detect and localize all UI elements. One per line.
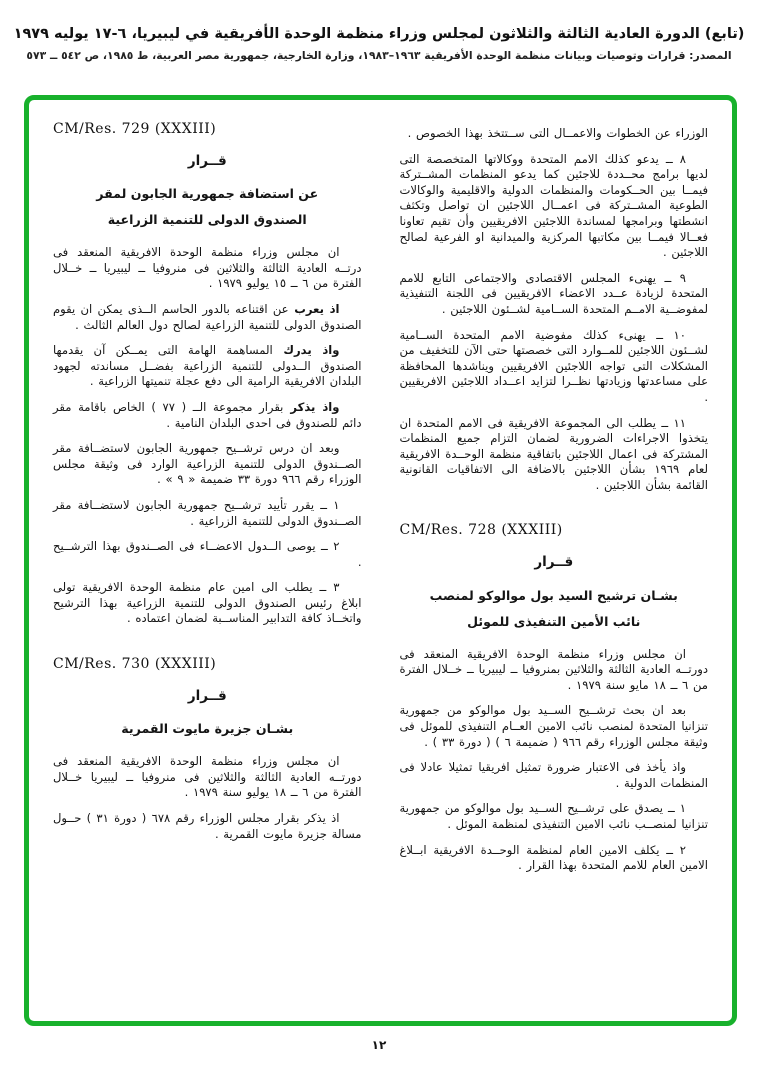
col-right-paragraph-9: بعد ان بحث ترشــيح الســيد بول موالوكو من جمهورية تنزانيا المتحدة لمنصب نائب الامين العــام التنفيذى للموئل فى وثيقة مجلس الوزراء رقم ٩٦٦ ( ضميمة ٦ ) ( دورة ٣٣ ) . xyxy=(399,703,708,749)
col-left-subheading-2: عن استضافة جمهورية الجابون لمقر الصندوق الدولى للتنمية الزراعية xyxy=(96,186,319,228)
col-left-lead-4: اذ يعرب xyxy=(288,301,340,316)
col-left-heading-12: قــرار xyxy=(187,687,227,704)
col-left-paragraph-6: واذ يذكر بقرار مجموعة الــ ( ٧٧ ) الخاص باقامة مقر دائم للصندوق فى احدى البلدان النامية . xyxy=(53,399,362,430)
column-right xyxy=(400,116,709,1011)
col-right-paragraph-12: ٢ ــ يكلف الامين العام لمنظمة الوحــدة الافريقية ابــلاغ الامين العام للامم المتحدة بهذا القرار . xyxy=(399,842,708,873)
col-left-label-11: CM/Res. 730 (XXXIII) xyxy=(53,656,217,673)
col-right-paragraph-8: ان مجلس وزراء منظمة الوحدة الافريقية المنعقد فى دورتــه العادية الثالثة والثلاثين بمنروفيا ــ ليبيريا ــ خــلال الفترة من ٦ ــ ١٨ مايو سنة ١٩٧٩ . xyxy=(399,646,708,692)
document-frame xyxy=(24,95,737,1026)
source-citation: المصدر: قرارات وتوصيات وبيانات منظمة الوحدة الأفريقية ١٩٦٣–١٩٨٣، وزارة الخارجية، جمهورية مصر العربية، ط ١٩٨٥، ص ٥٤٢ ــ ٥٧٣ xyxy=(26,49,732,62)
col-left-heading-1: قــرار xyxy=(187,152,227,169)
page-number: ١٢ xyxy=(371,1038,387,1052)
col-left-paragraph-4: اذ يعرب عن اقتناعه بالدور الحاسم الــذى يمكن ان يقوم الصندوق الدولى للتنمية الزراعية لصالح دول العالم الثالث . xyxy=(53,301,362,332)
col-right-paragraph-1: ٨ ــ يدعو كذلك الامم المتحدة ووكالاتها المتخصصة التى لديها برامج محــددة للاجئين كما يدعو المنظمات المشــتركة فيمــا بين الحــكومات والمنظمات الدولية والاقليمية والوكالات الطوعية المشــتركة فى اعمــال اللاجئين ان تواصل وتكثف انشطتها وبرامجها لمساندة اللاجئين الافريقيين وأن تقيم تعاونا فعــالا فيمــا بين مكاتبها المركزية والميدانية او الفرعية لصالح اللاجئين . xyxy=(399,151,708,260)
col-right-subheading-7: بشـان ترشيح السيد بول موالوكو لمنصب نائب الأمين التنفيذى للموئل xyxy=(429,587,678,629)
col-left-paragraph-9: ٢ ــ يوصى الــدول الاعضــاء فى الصــندوق بهذا الترشــيح . xyxy=(53,539,362,569)
col-right-label-5: CM/Res. 728 (XXXIII) xyxy=(399,522,563,539)
col-left-paragraph-14: ان مجلس وزراء منظمة الوحدة الافريقية المنعقد فى دورتــه العادية الثالثة والثلاثين فى منروفيا ــ ليبيريا خــلال الفترة من ٦ ــ ١٨ يوليو سنة ١٩٧٩ . xyxy=(53,754,362,800)
col-left-lead-6: واذ يذكر xyxy=(283,399,340,414)
col-left-subheading-13: بشـان جزيرة مايوت القمرية xyxy=(121,721,294,737)
col-left-label-0: CM/Res. 729 (XXXIII) xyxy=(53,121,217,137)
col-left-paragraph-15: اذ يذكر بقرار مجلس الوزراء رقم ٦٧٨ ( دورة ٣١ ) حــول مسالة جزيرة مايوت القمرية . xyxy=(53,811,362,841)
col-left-paragraph-3: ان مجلس وزراء منظمة الوحدة الافريقية المنعقد فى درتــه العادية الثالثة والثلاثين فى منروفيا ــ ليبيريا ــ خــلال الفترة من ٦ ــ ١٥ يوليو ١٩٧٩ . xyxy=(53,245,362,291)
col-left-lead-5: واذ يدرك xyxy=(272,343,340,358)
col-right-paragraph-10: واذ يأخذ فى الاعتبار ضرورة تمثيل افريقيا تمثيلا عادلا فى المنظمات الدولية . xyxy=(399,760,708,790)
col-left-paragraph-10: ٣ ــ يطلب الى امين عام منظمة الوحدة الافريقية تولى ابلاغ رئيس الصندوق الدولى للتنمية الزراعية بهذا الترشيح واتخــاذ كافة التدابير المناســبة لضمان اعتماده . xyxy=(53,580,362,626)
col-left-paragraph-5: واذ يدرك المساهمة الهامة التى يمــكن آن يقدمها الصندوق الــدولى للتنمية الزراعية بفضــل مساندته لجهود البلدان الافريقية الرامية الى دفع عجلة تنميتها الزراعية . xyxy=(53,343,362,389)
col-right-paragraph-11: ١ ــ يصدق على ترشــيح الســيد بول موالوكو من جمهورية تنزانيا لمنصــب نائب الامين التنفيذى لمنظمة الموئل . xyxy=(399,801,708,831)
session-title: (تابع) الدورة العادية الثالثة والثلاثون لمجلس وزراء منظمة الوحدة الأفريقية في ليبيريا، ٦-١٧ يوليه ١٩٧٩ xyxy=(13,26,745,42)
column-left xyxy=(53,116,362,1011)
col-right-heading-6: قــرار xyxy=(534,554,574,571)
col-right-paragraph-0: الوزراء عن الخطوات والاعمــال التى ســتتخذ بهذا الخصوص . xyxy=(407,126,708,140)
page-header xyxy=(0,26,758,62)
col-left-paragraph-8: ١ ــ يقرر تأييد ترشــيح جمهورية الجابون لاستضــافة مقر الصــندوق الدولى للتنمية الزراعية . xyxy=(53,497,362,528)
col-right-paragraph-4: ١١ ــ يطلب الى المجموعة الافريقية فى الامم المتحدة ان يتخذوا الاجراءات الضرورية لضمان التزام جميع المنظمات المشتركة فى اعمال اللاجئين باتفاقية منظمة الوحــدة الافريقية لعام ١٩٦٩ بشأن اللاجئين بالاضافة الى الاتفاقيات القانونية القائمة بشأن اللاجئين . xyxy=(399,415,708,492)
two-column-layout xyxy=(53,116,708,1011)
col-right-paragraph-3: ١٠ ــ يهنىء كذلك مفوضية الامم المتحدة الســامية لشــئون اللاجئين للمــوارد التى خصصتها حتى الآن للتخفيف من المشكلات التى تواجه اللاجئين الافريقيين ويناشدها المحافظة على مساعدتها وزيادتها نظــرا لتزايد اعــداد اللاجئين الافريقيين . xyxy=(399,327,708,404)
col-left-paragraph-7: وبعد ان درس ترشــيح جمهورية الجابون لاستضــافة مقر الصــندوق الدولى للتنمية الزراعية الوارد فى وثيقة مجلس الوزراء رقم ٩٦٦ دورة ٣٣ ضميمة « ٩ » . xyxy=(53,441,362,487)
col-right-paragraph-2: ٩ ــ يهنىء المجلس الاقتصادى والاجتماعى التابع للامم المتحدة لزيادة عــدد الاعضاء الافريقيين فى اللجنة التنفيذية لمفوضــية الامــم المتحدة الســامية لشــئون اللاجئين . xyxy=(399,270,708,316)
